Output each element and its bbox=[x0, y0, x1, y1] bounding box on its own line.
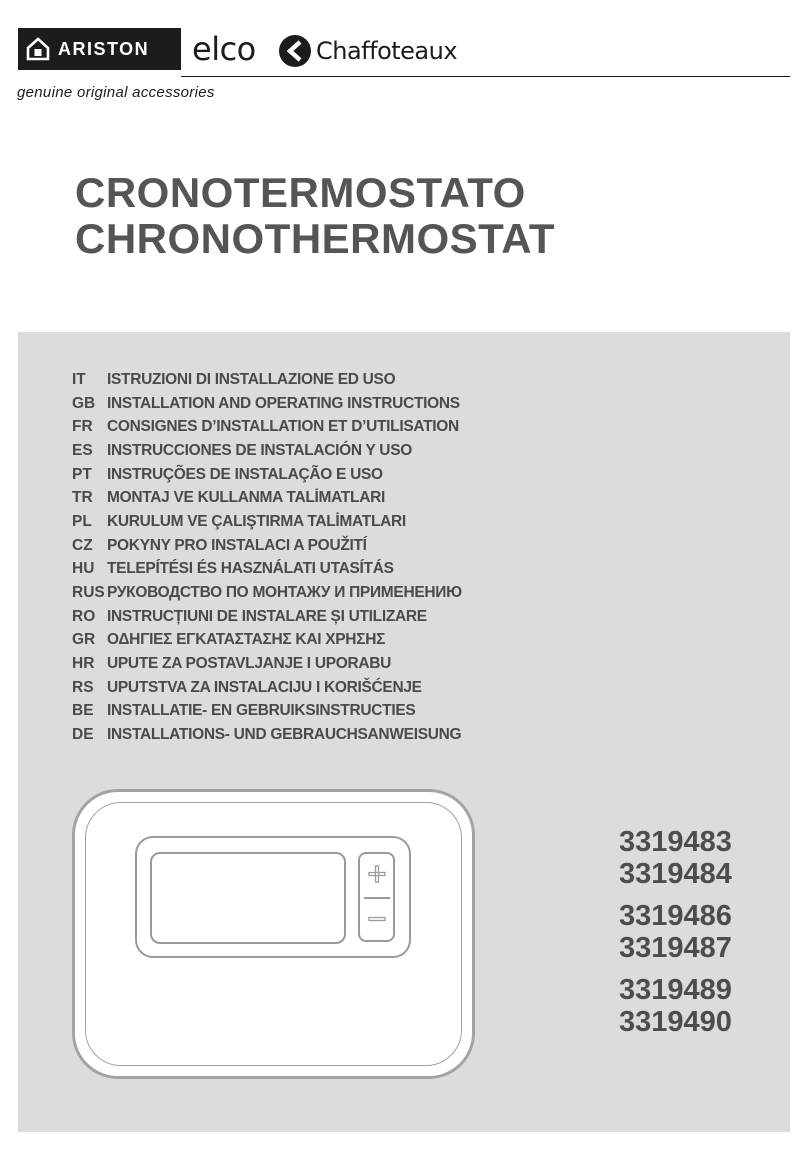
code-group bbox=[619, 974, 732, 1038]
model-code: 3319487 bbox=[619, 932, 732, 964]
language-item bbox=[72, 486, 462, 510]
language-title: INSTRUCȚIUNI DE INSTALARE ȘI UTILIZARE bbox=[107, 607, 427, 625]
language-item bbox=[72, 534, 462, 558]
language-item bbox=[72, 510, 462, 534]
language-code: PT bbox=[72, 465, 92, 483]
language-title: MONTAJ VE KULLANMA TALİMATLARI bbox=[107, 489, 386, 507]
language-item bbox=[72, 368, 462, 392]
language-item bbox=[72, 700, 462, 724]
language-title: TELEPÍTÉSI ÉS HASZNÁLATI UTASÍTÁS bbox=[107, 560, 394, 578]
language-item bbox=[72, 652, 462, 676]
language-code: DE bbox=[72, 726, 94, 744]
language-code: TR bbox=[72, 489, 93, 507]
language-item bbox=[72, 463, 462, 487]
document-title bbox=[75, 170, 555, 262]
ariston-logo bbox=[18, 28, 181, 70]
language-item bbox=[72, 629, 462, 653]
title-line-italian: CRONOTERMOSTATO bbox=[75, 169, 526, 216]
ariston-brand-name: ARISTON bbox=[58, 38, 150, 59]
language-title: INSTALLATIE- EN GEBRUIKSINSTRUCTIES bbox=[107, 702, 416, 720]
language-code: GR bbox=[72, 631, 96, 649]
language-code: RO bbox=[72, 607, 96, 625]
chaffoteaux-brand-name: Chaffoteaux bbox=[316, 37, 458, 65]
language-list bbox=[72, 368, 462, 747]
button-divider bbox=[364, 897, 390, 899]
language-item bbox=[72, 392, 462, 416]
language-item bbox=[72, 605, 462, 629]
language-code: RS bbox=[72, 678, 94, 696]
chevron-c-logo-icon bbox=[278, 34, 312, 68]
language-code: HU bbox=[72, 560, 95, 578]
model-code: 3319484 bbox=[619, 858, 732, 890]
language-item bbox=[72, 581, 462, 605]
language-item bbox=[72, 439, 462, 463]
language-code: GB bbox=[72, 394, 96, 412]
language-code: ES bbox=[72, 441, 93, 459]
code-group bbox=[619, 826, 732, 890]
house-logo-icon bbox=[26, 37, 50, 61]
language-code: PL bbox=[72, 512, 92, 530]
model-code: 3319486 bbox=[619, 900, 732, 932]
language-title: POKYNY PRO INSTALACI A POUŽITÍ bbox=[107, 536, 367, 554]
language-code: RUS bbox=[72, 584, 105, 602]
model-code: 3319490 bbox=[619, 1006, 732, 1038]
model-code: 3319483 bbox=[619, 826, 732, 858]
language-code: IT bbox=[72, 370, 86, 388]
language-item bbox=[72, 558, 462, 582]
language-code: BE bbox=[72, 702, 94, 720]
language-title: INSTALLATIONS- UND GEBRAUCHSANWEISUNG bbox=[107, 726, 462, 744]
model-code: 3319489 bbox=[619, 974, 732, 1006]
language-title: KURULUM VE ÇALIŞTIRMA TALİMATLARI bbox=[107, 512, 406, 530]
tagline: genuine original accessories bbox=[17, 84, 215, 101]
header-divider bbox=[181, 76, 790, 77]
language-title: ΟΔΗΓΙΕΣ ΕΓΚΑΤΑΣΤΑΣΗΣ ΚΑΙ ΧΡΗΣΗΣ bbox=[107, 631, 386, 649]
language-title: INSTRUCCIONES DE INSTALACIÓN Y USO bbox=[107, 441, 412, 459]
language-item bbox=[72, 723, 462, 747]
language-title: INSTRUÇÕES DE INSTALAÇÃO E USO bbox=[107, 465, 383, 483]
language-item bbox=[72, 676, 462, 700]
minus-icon bbox=[366, 908, 388, 930]
title-line-english: CHRONOTHERMOSTAT bbox=[75, 215, 556, 262]
language-title: UPUTSTVA ZA INSTALACIJU I KORIŠĆENJE bbox=[107, 678, 422, 696]
language-item bbox=[72, 415, 462, 439]
language-title: CONSIGNES D’INSTALLATION ET D’UTILISATION bbox=[107, 418, 459, 436]
code-group bbox=[619, 900, 732, 964]
language-code: CZ bbox=[72, 536, 93, 554]
thermostat-display bbox=[150, 852, 346, 944]
language-title: UPUTE ZA POSTAVLJANJE I UPORABU bbox=[107, 655, 392, 673]
plus-icon bbox=[366, 863, 388, 885]
model-codes bbox=[619, 826, 732, 1048]
language-title: INSTALLATION AND OPERATING INSTRUCTIONS bbox=[107, 394, 460, 412]
language-title: РУКОВОДСТВО ПО МОНТАЖУ И ПРИМЕНЕНИЮ bbox=[107, 584, 462, 602]
language-title: ISTRUZIONI DI INSTALLAZIONE ED USO bbox=[107, 370, 396, 388]
language-code: FR bbox=[72, 418, 93, 436]
elco-logo: elco bbox=[192, 30, 256, 68]
language-code: HR bbox=[72, 655, 95, 673]
